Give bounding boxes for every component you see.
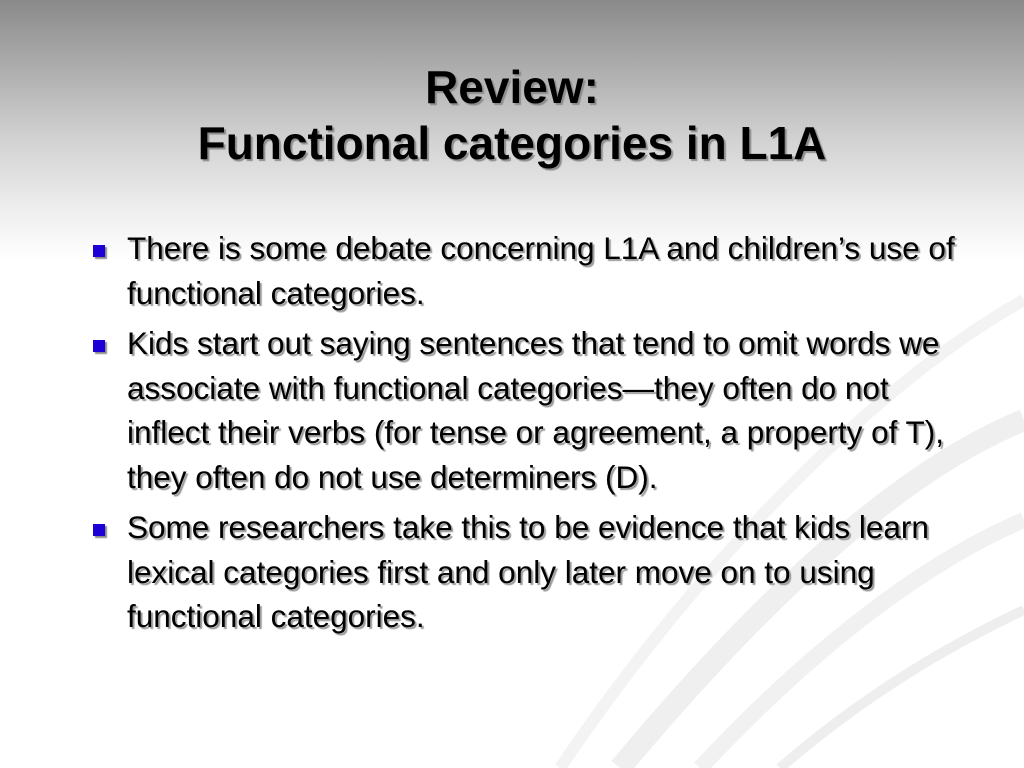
title-line-2: Functional categories in L1A xyxy=(197,116,827,169)
bullet-list xyxy=(86,226,976,645)
square-bullet-icon xyxy=(93,245,105,257)
bullet-text: Kids start out saying sentences that tend to omit words we associate with functional categories—they often do not inflect their verbs (for tense or agreement, a property of T), they often do not use determiners (D). xyxy=(127,325,945,495)
bullet-text: Some researchers take this to be evidence that kids learn lexical categories first and only later move on to using functional categories. xyxy=(127,509,929,634)
bullet-text: There is some debate concerning L1A and children’s use of functional categories. xyxy=(127,230,955,311)
square-bullet-icon xyxy=(93,524,105,536)
square-bullet-icon xyxy=(93,340,105,352)
slide-title xyxy=(40,59,984,171)
bullet-item xyxy=(86,226,976,315)
bullet-item xyxy=(86,321,976,499)
bullet-item xyxy=(86,505,976,639)
title-line-1: Review: xyxy=(425,60,599,113)
